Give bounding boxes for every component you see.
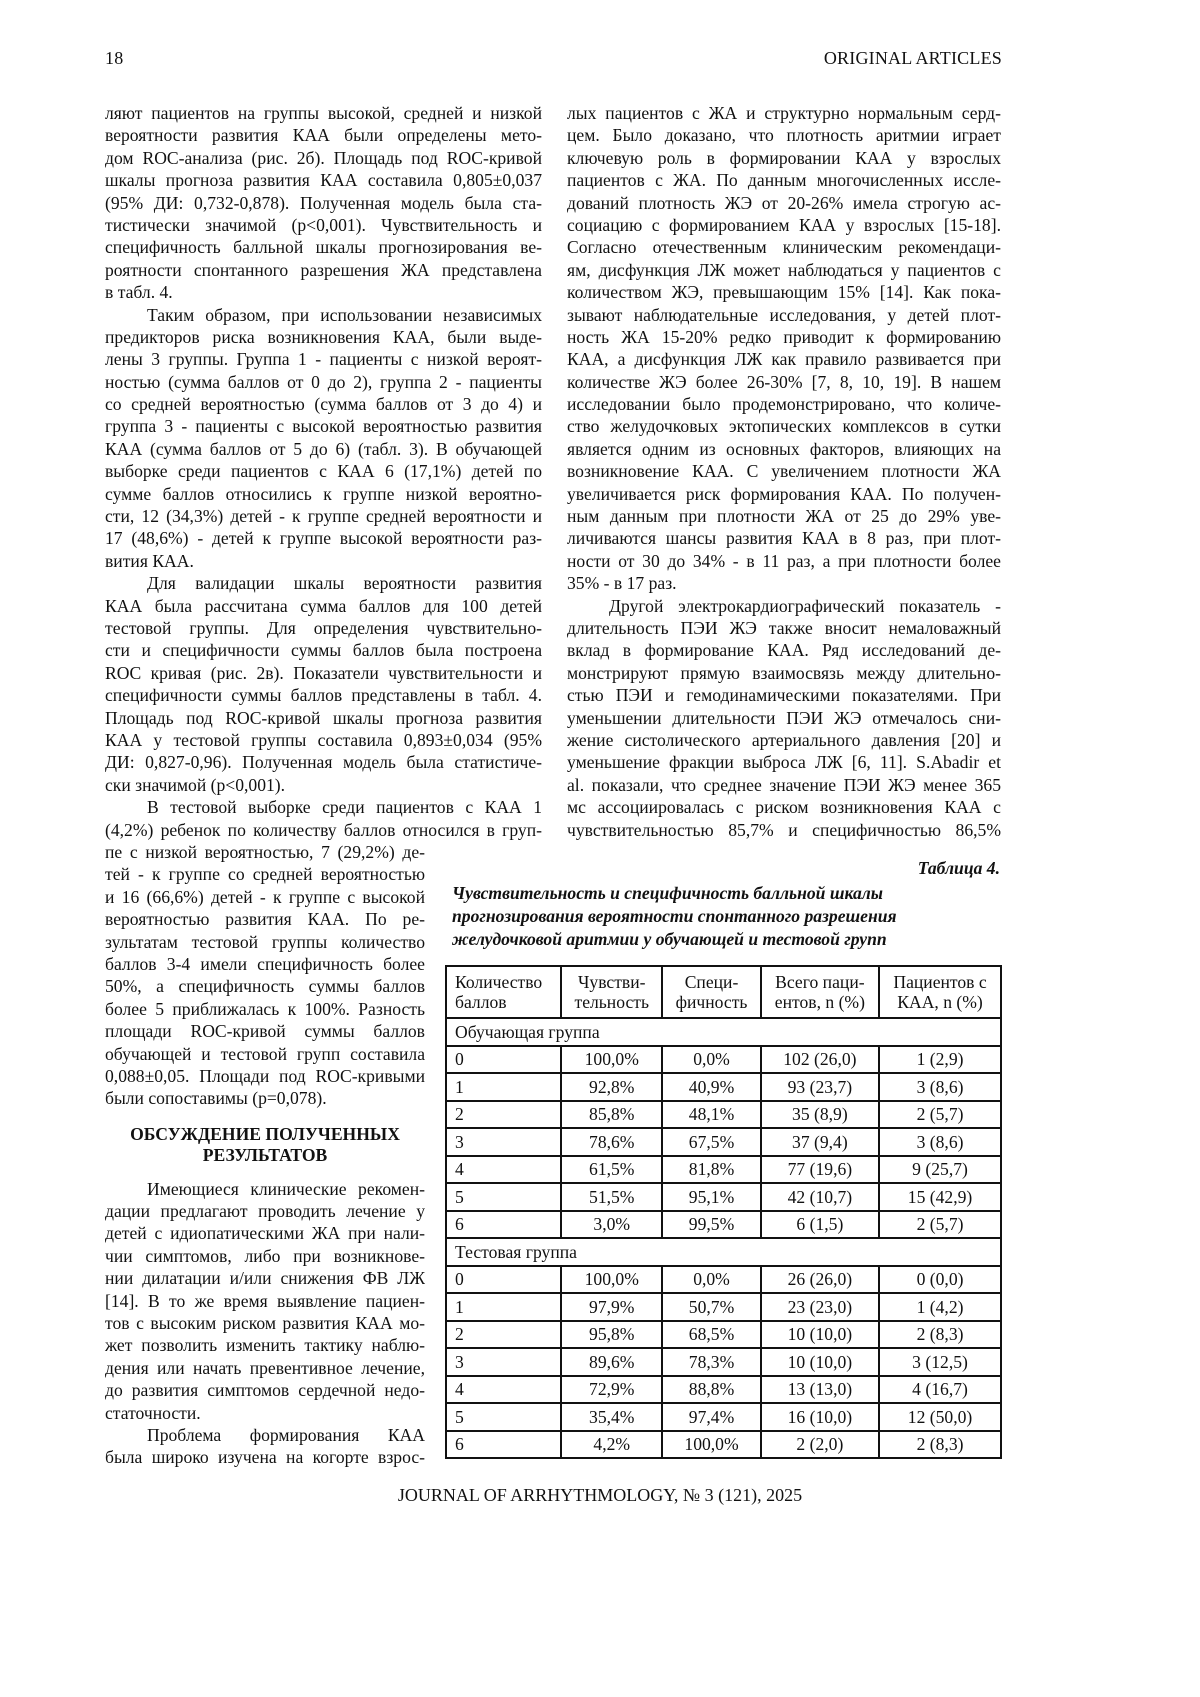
header-line: Пациентов с bbox=[893, 972, 987, 992]
text-line: лых пациентов с ЖА и структурно нормальным серд- bbox=[567, 103, 1001, 123]
paragraph bbox=[105, 304, 542, 573]
heading-line: РЕЗУЛЬТАТОВ bbox=[202, 1145, 328, 1166]
header-cell bbox=[662, 966, 760, 1018]
table-cell: 93 (23,7) bbox=[761, 1073, 879, 1101]
text-line: площади ROC-кривой суммы баллов bbox=[105, 1021, 425, 1042]
text-line: чии симптомов, либо при возникнове- bbox=[105, 1245, 425, 1266]
text-line: количестве ЖЭ более 26-30% [7, 8, 10, 19]. В нашем bbox=[567, 371, 1001, 392]
table-cell: 2 (8,3) bbox=[879, 1431, 1001, 1459]
text-line: ным данным при плотности ЖА от 25 до 29% уве- bbox=[567, 506, 1001, 527]
page-number: 18 bbox=[105, 48, 124, 68]
text-line: ям, дисфункция ЛЖ может наблюдаться у пациентов с bbox=[567, 259, 1001, 280]
text-line: Площадь под ROC-кривой шкалы прогноза развития bbox=[105, 707, 542, 728]
table-cell: 5 bbox=[446, 1403, 561, 1431]
table-cell: 3 (8,6) bbox=[879, 1073, 1001, 1101]
table-cell: 15 (42,9) bbox=[879, 1183, 1001, 1211]
table-row bbox=[446, 1211, 1001, 1239]
journal-footer: JOURNAL OF ARRHYTHMOLOGY, № 3 (121), 2025 bbox=[397, 1485, 803, 1505]
table-cell: 1 (4,2) bbox=[879, 1293, 1001, 1321]
text-line: длительность ПЭИ ЖЭ также вносит немаловажный bbox=[567, 617, 1001, 638]
table-row bbox=[446, 1266, 1001, 1294]
text-line: ство желудочковых эктопических комплексов в сутки bbox=[567, 416, 1001, 437]
table-cell: 0 bbox=[446, 1266, 561, 1294]
text-line: является одним из основных факторов, влияющих на bbox=[567, 438, 1001, 459]
text-line: выборке среди пациентов с КАА 6 (17,1%) детей по bbox=[105, 461, 542, 482]
text-line: В тестовой выборке среди пациентов с КАА 1 bbox=[147, 797, 542, 818]
table-cell: 5 bbox=[446, 1183, 561, 1211]
text-line: сти и специфичности суммы баллов была построена bbox=[105, 640, 542, 661]
text-line: зывают наблюдательные исследования, у детей плот- bbox=[567, 304, 1001, 325]
text-line: КАА (сумма баллов от 5 до 6) (табл. 3). В обучающей bbox=[105, 438, 542, 459]
text-line: (95% ДИ: 0,732-0,878). Полученная модель была ста- bbox=[105, 192, 542, 213]
text-line: была широко изучена на когорте взрос- bbox=[105, 1447, 425, 1468]
table-cell: 95,8% bbox=[561, 1321, 662, 1349]
text-line: в табл. 4. bbox=[105, 282, 173, 303]
table-row bbox=[446, 1321, 1001, 1349]
group-label: Обучающая группа bbox=[446, 1018, 1001, 1046]
paragraph bbox=[105, 841, 425, 1110]
table-cell: 2 (2,0) bbox=[761, 1431, 879, 1459]
table-cell: 6 bbox=[446, 1431, 561, 1459]
table-row bbox=[446, 1073, 1001, 1101]
table-cell: 3 (8,6) bbox=[879, 1128, 1001, 1156]
header-line: Количество bbox=[455, 972, 543, 992]
text-line: тистически значимой (p<0,001). Чувствительность и bbox=[105, 214, 542, 235]
text-line: ляют пациентов на группы высокой, средней и низкой bbox=[105, 103, 542, 123]
table-cell: 51,5% bbox=[561, 1183, 662, 1211]
text-line: Для валидации шкалы вероятности развития bbox=[147, 573, 542, 594]
text-line: тей - к группе со средней вероятностью bbox=[105, 864, 425, 885]
text-line: вклад в формирование КАА. Ряд исследований де- bbox=[567, 640, 1001, 661]
text-line: 35% - в 17 раз. bbox=[567, 573, 677, 594]
table-row bbox=[446, 1183, 1001, 1211]
text-line: группа 3 - пациенты с высокой вероятностью развития bbox=[105, 416, 542, 437]
text-line: дения или начать превентивное лечение, bbox=[105, 1357, 425, 1378]
paragraph bbox=[105, 1178, 425, 1424]
table-cell: 0,0% bbox=[662, 1266, 760, 1294]
text-line: ностью (сумма баллов от 0 до 2), группа 2 - пациенты bbox=[105, 371, 542, 392]
text-line: ключевую роль в формировании КАА у взрослых bbox=[567, 147, 1001, 168]
text-line: были сопоставимы (p=0,078). bbox=[105, 1088, 327, 1109]
text-line: Таким образом, при использовании независимых bbox=[147, 304, 542, 325]
text-line: исследовании было продемонстрировано, что количе- bbox=[567, 394, 1001, 415]
paragraph bbox=[105, 1424, 425, 1469]
text-line: обучающей и тестовой групп составила bbox=[105, 1043, 425, 1064]
text-line: тестовой группы. Для определения чувствительно- bbox=[105, 617, 542, 638]
table-row bbox=[446, 1431, 1001, 1459]
heading-line: ОБСУЖДЕНИЕ ПОЛУЧЕННЫХ bbox=[130, 1123, 400, 1144]
header-line: КАА, n (%) bbox=[897, 992, 983, 1012]
table-cell: 4,2% bbox=[561, 1431, 662, 1459]
table-cell: 2 (8,3) bbox=[879, 1321, 1001, 1349]
table-cell: 97,9% bbox=[561, 1293, 662, 1321]
paragraph bbox=[567, 595, 1001, 841]
text-line: 0,088±0,05. Площади под ROC-кривыми bbox=[105, 1065, 425, 1086]
text-line: нии дилатации и/или снижения ФВ ЛЖ bbox=[105, 1268, 425, 1289]
text-line: уменьшении длительности ПЭИ ЖЭ отмечалось сни- bbox=[567, 707, 1001, 728]
table-cell: 4 bbox=[446, 1376, 561, 1404]
text-line: (4,2%) ребенок по количеству баллов относился в груп- bbox=[105, 819, 542, 840]
text-line: чувствительностью 85,7% и специфичностью 86,5% bbox=[567, 819, 1001, 840]
table-number: Таблица 4. bbox=[917, 858, 1000, 878]
table-cell: 13 (13,0) bbox=[761, 1376, 879, 1404]
text-line: зультатам тестовой группы количество bbox=[105, 931, 425, 952]
table-cell: 10 (10,0) bbox=[761, 1321, 879, 1349]
table-cell: 100,0% bbox=[561, 1266, 662, 1294]
table-cell: 2 (5,7) bbox=[879, 1211, 1001, 1239]
table-cell: 81,8% bbox=[662, 1156, 760, 1184]
group-label: Тестовая группа bbox=[446, 1238, 1001, 1266]
text-line: al. показали, что среднее значение ПЭИ ЖЭ менее 365 bbox=[567, 774, 1001, 795]
text-line: пе с низкой вероятностью, 7 (29,2%) де- bbox=[105, 842, 425, 862]
text-line: специфичность балльной шкалы прогнозирования ве- bbox=[105, 237, 542, 258]
table-cell: 0 (0,0) bbox=[879, 1266, 1001, 1294]
text-line: сумме баллов относились к группе низкой вероятно- bbox=[105, 483, 542, 504]
text-line: ДИ: 0,827-0,96). Полученная модель была статистиче- bbox=[105, 752, 542, 773]
caption-line: Чувствительность и специфичность балльной шкалы bbox=[452, 883, 883, 903]
header-line: ентов, n (%) bbox=[774, 992, 865, 1012]
table-cell: 88,8% bbox=[662, 1376, 760, 1404]
table-cell: 89,6% bbox=[561, 1348, 662, 1376]
table-cell: 99,5% bbox=[662, 1211, 760, 1239]
table-cell: 23 (23,0) bbox=[761, 1293, 879, 1321]
table-cell: 68,5% bbox=[662, 1321, 760, 1349]
table-cell: 6 bbox=[446, 1211, 561, 1239]
table-header-row bbox=[446, 966, 1001, 1018]
text-line: дом ROC-анализа (рис. 2б). Площадь под ROC-кривой bbox=[105, 147, 542, 168]
text-line: КАА у тестовой группы составила 0,893±0,034 (95% bbox=[105, 729, 542, 750]
table-cell: 42 (10,7) bbox=[761, 1183, 879, 1211]
header-line: Всего паци- bbox=[775, 972, 865, 992]
table-cell: 67,5% bbox=[662, 1128, 760, 1156]
table-cell: 48,1% bbox=[662, 1101, 760, 1129]
text-line: баллов 3-4 имели специфичность более bbox=[105, 953, 425, 974]
text-line: жет позволить изменить тактику наблю- bbox=[105, 1335, 425, 1356]
text-line: Другой электрокардиографический показатель - bbox=[609, 595, 1001, 616]
header-cell bbox=[761, 966, 879, 1018]
text-line: статочности. bbox=[105, 1402, 201, 1423]
table-cell: 9 (25,7) bbox=[879, 1156, 1001, 1184]
text-line: шкалы прогноза развития КАА составила 0,805±0,037 bbox=[105, 170, 542, 191]
text-line: жение систолического артериального давления [20] и bbox=[567, 729, 1001, 750]
caption-line: желудочковой аритмии у обучающей и тестовой групп bbox=[452, 929, 887, 949]
text-line: ски значимой (p<0,001). bbox=[105, 774, 286, 795]
text-line: пациентов с ЖА. По данным многочисленных иссле- bbox=[567, 170, 1001, 191]
table-row bbox=[446, 1403, 1001, 1431]
table-cell: 78,6% bbox=[561, 1128, 662, 1156]
text-line: до развития симптомов сердечной недо- bbox=[105, 1380, 425, 1401]
text-line: вероятности развития КАА были определены мето- bbox=[105, 125, 542, 146]
table-caption bbox=[452, 882, 897, 951]
table-cell: 72,9% bbox=[561, 1376, 662, 1404]
table-cell: 3 (12,5) bbox=[879, 1348, 1001, 1376]
table-row bbox=[446, 1046, 1001, 1074]
table-cell: 50,7% bbox=[662, 1293, 760, 1321]
header-line: фичность bbox=[675, 992, 748, 1012]
text-line: дации предлагают проводить лечение у bbox=[105, 1201, 425, 1222]
text-line: цем. Было доказано, что плотность аритмии играет bbox=[567, 125, 1001, 146]
table-cell: 1 bbox=[446, 1073, 561, 1101]
text-line: КАА, а дисфункция ЛЖ как правило развивается при bbox=[567, 349, 1001, 370]
text-line: стью ПЭИ и гемодинамическими показателями. При bbox=[567, 685, 1001, 706]
text-line: вития КАА. bbox=[105, 550, 194, 571]
paragraph bbox=[567, 102, 1001, 595]
table-cell: 2 bbox=[446, 1101, 561, 1129]
table-cell: 26 (26,0) bbox=[761, 1266, 879, 1294]
text-line: 17 (48,6%) - детей к группе высокой вероятности раз- bbox=[105, 528, 542, 549]
text-line: и 16 (66,6%) детей - к группе с высокой bbox=[105, 886, 425, 907]
text-line: вероятностью развития КАА. По ре- bbox=[105, 909, 425, 930]
text-line: монстрируют прямую взаимосвязь между длительно- bbox=[567, 662, 1001, 683]
text-line: лены 3 группы. Группа 1 - пациенты с низкой вероят- bbox=[105, 349, 542, 370]
text-line: уменьшение фракции выброса ЛЖ [6, 11]. S.Abadir et bbox=[567, 752, 1001, 773]
group-row bbox=[446, 1018, 1001, 1046]
text-line: [14]. В то же время выявление пациен- bbox=[105, 1290, 425, 1311]
table-cell: 1 (2,9) bbox=[879, 1046, 1001, 1074]
table-cell: 100,0% bbox=[561, 1046, 662, 1074]
table-cell: 12 (50,0) bbox=[879, 1403, 1001, 1431]
table-cell: 3 bbox=[446, 1348, 561, 1376]
header-line: Чувстви- bbox=[577, 972, 646, 992]
section-heading bbox=[105, 1124, 425, 1167]
table-cell: 6 (1,5) bbox=[761, 1211, 879, 1239]
text-line: детей с идиопатическими ЖА при нали- bbox=[105, 1223, 425, 1244]
text-line: количеством ЖЭ, превышающим 15% [14]. Как пока- bbox=[567, 282, 1001, 303]
table-cell: 97,4% bbox=[662, 1403, 760, 1431]
table-cell: 78,3% bbox=[662, 1348, 760, 1376]
table-cell: 0 bbox=[446, 1046, 561, 1074]
table-cell: 40,9% bbox=[662, 1073, 760, 1101]
table-cell: 85,8% bbox=[561, 1101, 662, 1129]
text-line: со средней вероятностью (сумма баллов от 3 до 4) и bbox=[105, 394, 542, 415]
table-cell: 35,4% bbox=[561, 1403, 662, 1431]
text-line: Согласно отечественным клиническим рекомендаци- bbox=[567, 237, 1001, 258]
text-line: ности от 30 до 34% - в 11 раз, а при плотности более bbox=[567, 550, 1001, 571]
right-column bbox=[567, 102, 1001, 841]
table-cell: 4 bbox=[446, 1156, 561, 1184]
text-line: личиваются шансы развития КАА в 8 раз, при плот- bbox=[567, 528, 1001, 549]
table-cell: 3,0% bbox=[561, 1211, 662, 1239]
table-cell: 102 (26,0) bbox=[761, 1046, 879, 1074]
text-line: КАА была рассчитана сумма баллов для 100 детей bbox=[105, 595, 542, 616]
table-4 bbox=[445, 965, 1002, 1459]
left-narrow-column bbox=[105, 841, 425, 1469]
table-row bbox=[446, 1348, 1001, 1376]
table-cell: 61,5% bbox=[561, 1156, 662, 1184]
table-row bbox=[446, 1293, 1001, 1321]
header-line: баллов bbox=[455, 992, 507, 1012]
table-cell: 92,8% bbox=[561, 1073, 662, 1101]
header-cell bbox=[879, 966, 1001, 1018]
text-line: предикторов риска возникновения КАА, были выде- bbox=[105, 326, 542, 347]
header-cell bbox=[561, 966, 662, 1018]
table-row bbox=[446, 1128, 1001, 1156]
table-cell: 100,0% bbox=[662, 1431, 760, 1459]
paragraph bbox=[105, 796, 542, 841]
table-cell: 35 (8,9) bbox=[761, 1101, 879, 1129]
paragraph bbox=[105, 572, 542, 796]
section-title: ORIGINAL ARTICLES bbox=[823, 48, 1002, 68]
header-cell bbox=[446, 966, 561, 1018]
table-cell: 1 bbox=[446, 1293, 561, 1321]
text-line: дований плотность ЖЭ от 20-26% имела строгую ас- bbox=[567, 192, 1001, 213]
text-line: социацию с формированием КАА у взрослых [15-18]. bbox=[567, 214, 1001, 235]
table-row bbox=[446, 1156, 1001, 1184]
text-line: 50%, а специфичность суммы баллов bbox=[105, 976, 425, 997]
left-column bbox=[105, 102, 542, 841]
text-line: возникновение КАА. С увеличением плотности ЖА bbox=[567, 461, 1001, 482]
table-row bbox=[446, 1101, 1001, 1129]
text-line: мс ассоциировалась с риском возникновения КАА с bbox=[567, 797, 1001, 818]
text-line: тов с высоким риском развития КАА мо- bbox=[105, 1313, 425, 1334]
header-line: тельность bbox=[574, 992, 649, 1012]
table-cell: 10 (10,0) bbox=[761, 1348, 879, 1376]
text-line: Проблема формирования КАА bbox=[147, 1424, 425, 1445]
text-line: ROC кривая (рис. 2в). Показатели чувствительности и bbox=[105, 662, 542, 683]
table-row bbox=[446, 1376, 1001, 1404]
text-line: Имеющиеся клинические рекомен- bbox=[147, 1178, 425, 1199]
header-line: Специ- bbox=[684, 972, 739, 992]
text-line: более 5 приближалась к 100%. Разность bbox=[105, 998, 425, 1019]
table-cell: 95,1% bbox=[662, 1183, 760, 1211]
group-row bbox=[446, 1238, 1001, 1266]
text-line: увеличивается риск формирования КАА. По получен- bbox=[567, 483, 1001, 504]
text-line: сти, 12 (34,3%) детей - к группе средней вероятности и bbox=[105, 506, 542, 527]
table-cell: 0,0% bbox=[662, 1046, 760, 1074]
table-cell: 2 (5,7) bbox=[879, 1101, 1001, 1129]
caption-line: прогнозирования вероятности спонтанного разрешения bbox=[452, 906, 897, 926]
text-line: роятности спонтанного разрешения ЖА представлена bbox=[105, 259, 542, 280]
text-line: ность ЖА 15-20% редко приводит к формированию bbox=[567, 326, 1001, 347]
paragraph bbox=[105, 102, 542, 304]
table-cell: 16 (10,0) bbox=[761, 1403, 879, 1431]
table-cell: 3 bbox=[446, 1128, 561, 1156]
table-cell: 77 (19,6) bbox=[761, 1156, 879, 1184]
text-line: специфичности суммы баллов представлены в табл. 4. bbox=[105, 685, 542, 706]
table-cell: 2 bbox=[446, 1321, 561, 1349]
table-cell: 37 (9,4) bbox=[761, 1128, 879, 1156]
table-cell: 4 (16,7) bbox=[879, 1376, 1001, 1404]
